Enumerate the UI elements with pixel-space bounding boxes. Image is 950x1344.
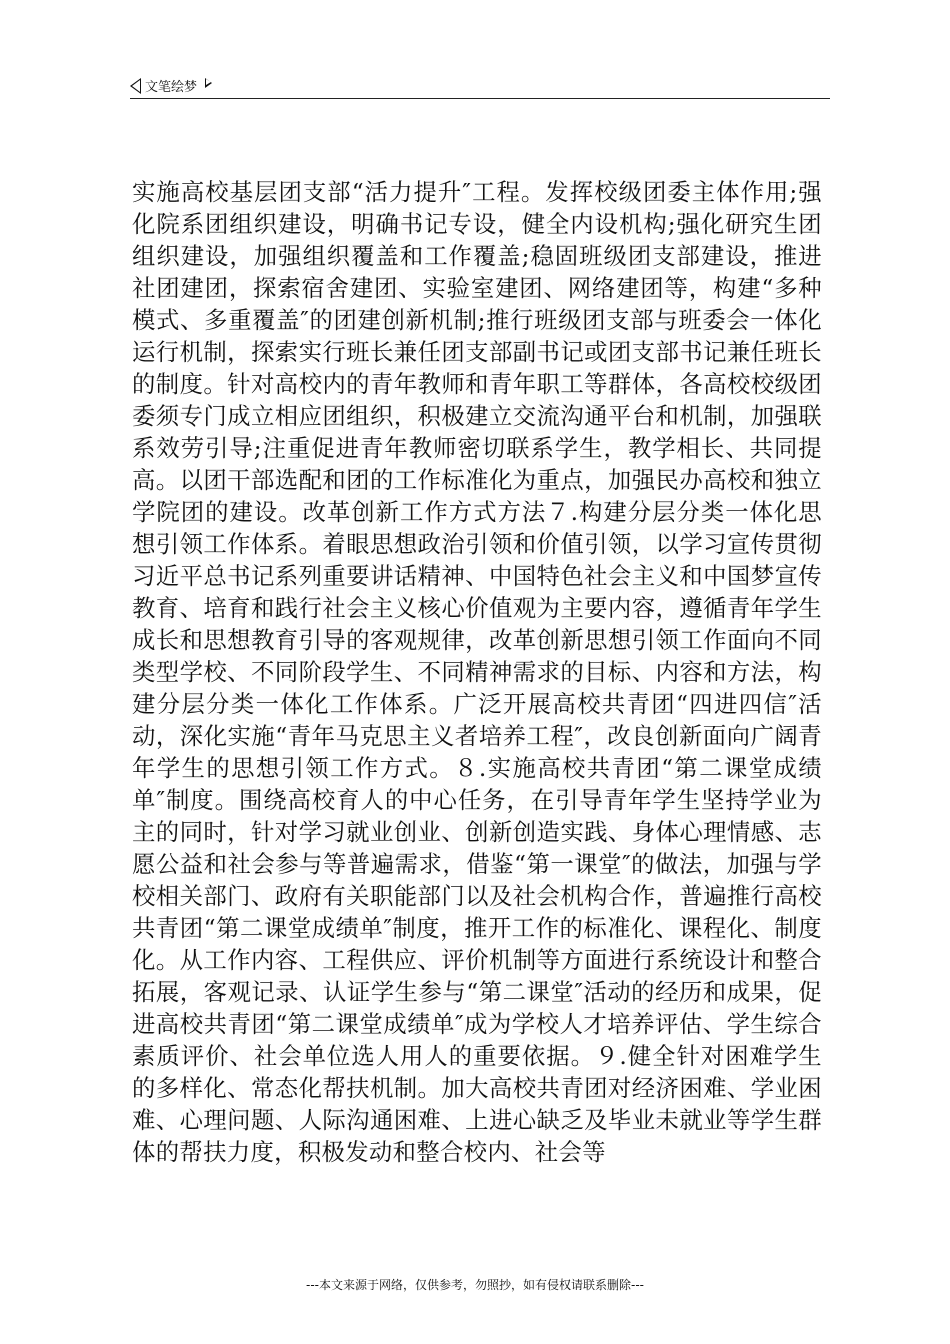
triangle-left-icon — [130, 78, 141, 94]
triangle-right-icon — [205, 78, 212, 88]
page-header — [130, 72, 830, 99]
footer-disclaimer: ---本文来源于网络，仅供参考，勿照抄，如有侵权请联系删除--- — [306, 1278, 644, 1292]
body-paragraph: 实施高校基层团支部“活力提升″工程。发挥校级团委主体作用;强化院系团组织建设，明确书记专设，健全内设机构;强化研究生团组织建设，加强组织覆盖和工作覆盖;稳固班级团支部建设，推进社团建团，探索宿舍建团、实验室建团、网络建团等，构建“多种模式、多重覆盖″的团建创新机制;推行班级团支部与班委会一体化运行机制，探索实行班长兼任团支部副书记或团支部书记兼任班长的制度。针对高校内的青年教师和青年职工等群体，各高校校级团委须专门成立相应团组织，积极建立交流沟通平台和机制，加强联系效劳引导;注重促进青年教师密切联系学生，教学相长、共同提高。以团干部选配和团的工作标准化为重点，加强民办高校和独立学院团的建设。改革创新工作方式方法７.构建分层分类一体化思想引领工作体系。着眼思想政治引领和价值引领，以学习宣传贯彻习近平总书记系列重要讲话精神、中国特色社会主义和中国梦宣传教育、培育和践行社会主义核心价值观为主要内容，遵循青年学生成长和思想教育引导的客观规律，改革创新思想引领工作面向不同类型学校、不同阶段学生、不同精神需求的目标、内容和方法，构建分层分类一体化工作体系。广泛开展高校共青团“四进四信″活动，深化实施“青年马克思主义者培养工程″，改良创新面向广阔青年学生的思想引领工作方式。８.实施高校共青团“第二课堂成绩单″制度。围绕高校育人的中心任务，在引导青年学生坚持学业为主的同时，针对学习就业创业、创新创造实践、身体心理情感、志愿公益和社会参与等普遍需求，借鉴“第一课堂″的做法，加强与学校相关部门、政府有关职能部门以及社会机构合作，普遍推行高校共青团“第二课堂成绩单″制度，推开工作的标准化、课程化、制度化。从工作内容、工程供应、评价机制等方面进行系统设计和整合拓展，客观记录、认证学生参与“第二课堂″活动的经历和成果，促进高校共青团“第二课堂成绩单″成为学校人才培养评估、学生综合素质评价、社会单位选人用人的重要依据。９.健全针对困难学生的多样化、常态化帮扶机制。加大高校共青团对经济困难、学业困难、心理问题、人际沟通困难、上进心缺乏及毕业未就业等学生群体的帮扶力度，积极发动和整合校内、社会等 — [132, 178, 822, 1166]
header-title: 文笔绘梦 — [145, 80, 198, 95]
header-brand — [130, 76, 212, 95]
